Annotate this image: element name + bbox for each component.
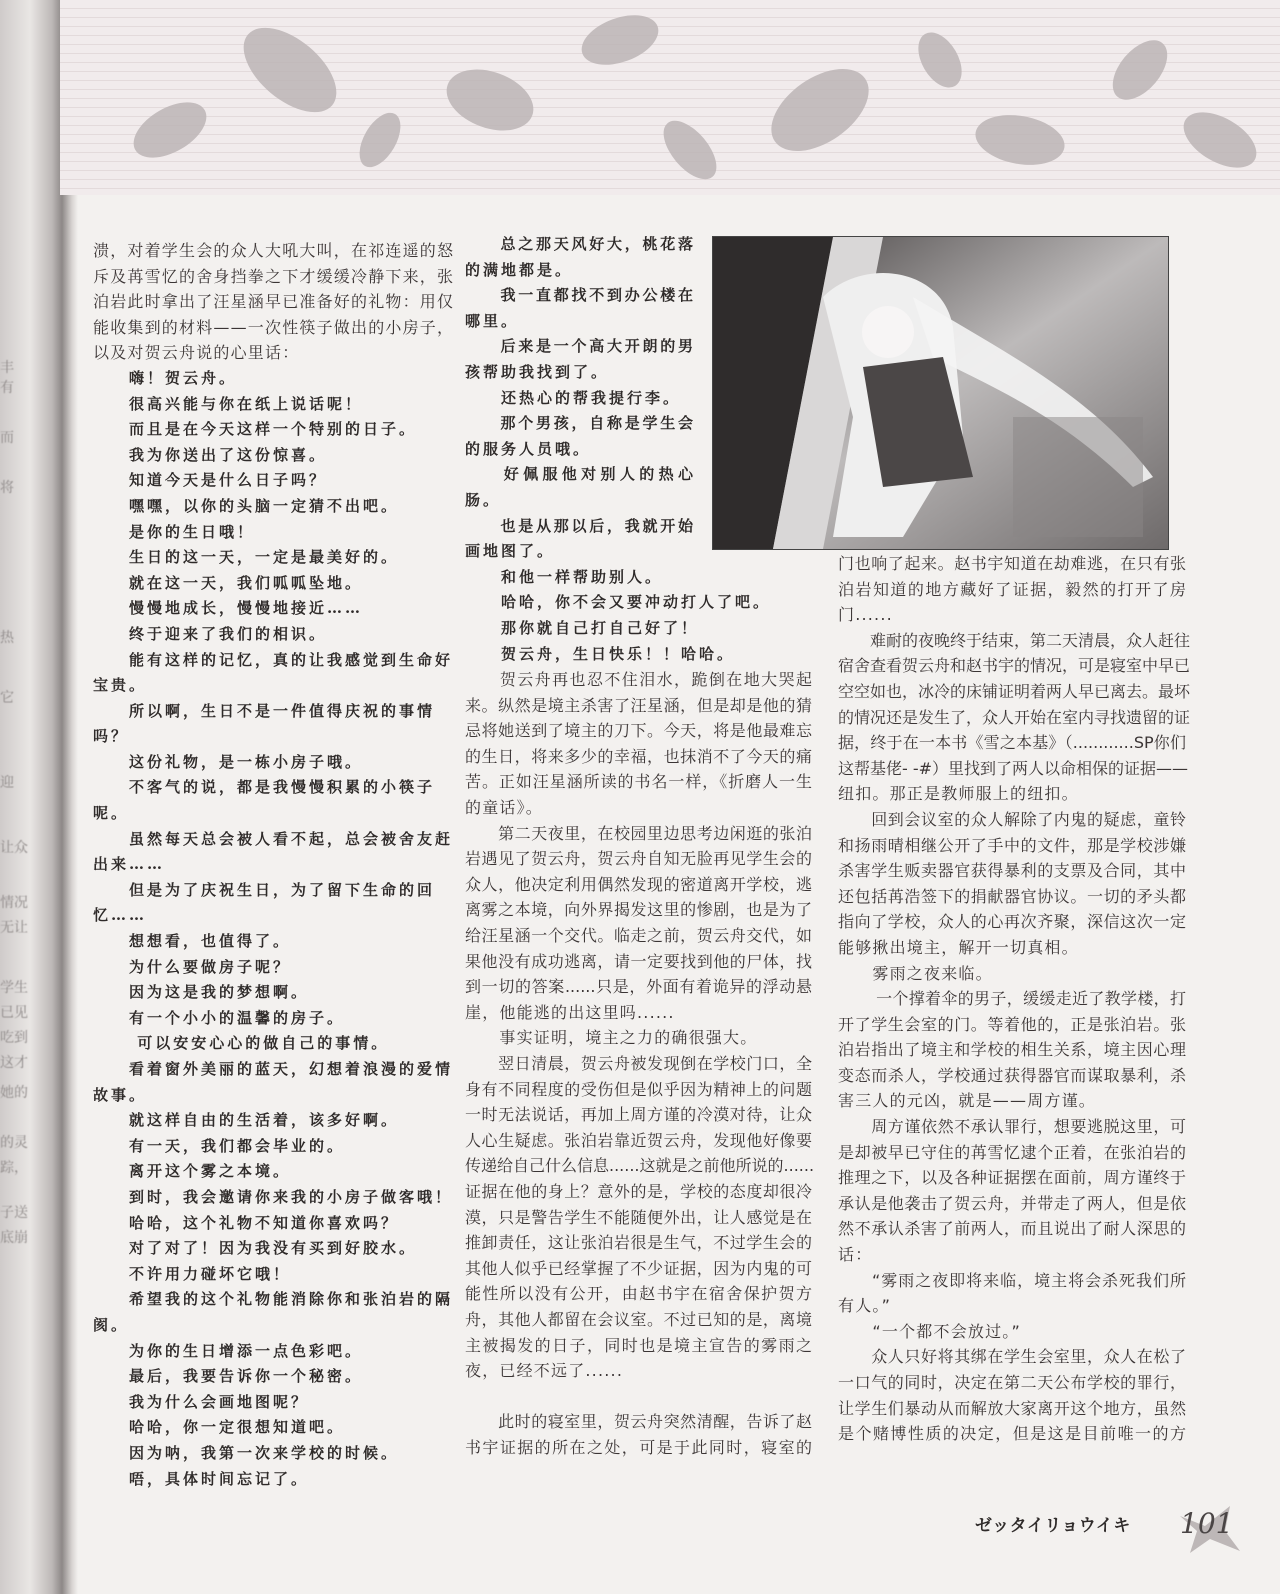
- body-text-line: 其他人似乎已经掌握了不少证据，因为内鬼的可: [465, 1258, 812, 1278]
- body-text-line: 身有不同程度的受伤但是似乎因为精神上的问题: [465, 1079, 812, 1099]
- body-text-line: 难耐的夜晚终于结束，第二天清晨，众人赶往: [838, 630, 1191, 650]
- body-text-line: 推理之下，以及各种证据摆在面前，周方谨终于: [838, 1168, 1186, 1188]
- letter-line: 所以啊，生日不是一件值得庆祝的事情: [93, 701, 436, 720]
- body-text-line: 的情况还是发生了，众人开始在室内寻找遗留的证: [838, 707, 1191, 727]
- letter-line: 但是为了庆祝生日，为了留下生命的回: [93, 880, 436, 899]
- letter-line: 后来是一个高大开朗的男: [465, 337, 693, 356]
- previous-page-text-fragment: 她的: [0, 1085, 28, 1101]
- body-text-line: 泊岩指出了境主和学校的相生关系，境主因心理: [838, 1040, 1186, 1060]
- letter-line: 离开这个雾之本境。: [93, 1162, 292, 1181]
- letter-line: 就这样自由的生活着，该多好啊。: [93, 1111, 400, 1130]
- letter-line: 为什么要做房子呢？: [93, 957, 292, 976]
- previous-page-text-fragment: 有: [0, 380, 14, 396]
- body-text-line: 第二天夜里，在校园里边思考边闲逛的张泊: [465, 823, 812, 843]
- anime-girl-illustration: [712, 236, 1169, 550]
- letter-line: 唔，具体时间忘记了。: [93, 1469, 310, 1488]
- body-text-line: 指向了学校，众人的心再次齐聚，深信这次一定: [838, 912, 1186, 932]
- body-text-line: 主被揭发的日子，同时也是境主宣告的雾雨之: [465, 1335, 812, 1355]
- letter-line: 也是从那以后，我就开始: [465, 516, 693, 535]
- previous-page-text-fragment: 吃到: [0, 1030, 28, 1046]
- page-footer: [975, 1503, 1265, 1553]
- header-petal-banner: [60, 0, 1280, 195]
- letter-line: 为你的生日增添一点色彩吧。: [93, 1341, 364, 1360]
- letter-line: 嘿嘿，以你的头脑一定猜不出吧。: [93, 496, 400, 515]
- body-text-line: 门也响了起来。赵书宇知道在劫难逃，在只有张: [838, 554, 1186, 573]
- body-text-line: 害三人的元凶，就是——周方谨。: [838, 1091, 1097, 1111]
- body-text-line: 传递给自己什么信息......这就是之前他所说的......: [465, 1156, 815, 1176]
- letter-line: 阂。: [93, 1315, 130, 1334]
- body-text-line: 来。纵然是境主杀害了汪星涵，但是却是他的猜: [465, 695, 812, 715]
- letter-line: 可以安安心心的做自己的事情。: [93, 1034, 390, 1053]
- body-text-line: 斥及苒雪忆的舍身挡拳之下才缓缓冷静下来，张: [93, 266, 455, 286]
- previous-page-edge: [0, 230, 40, 1530]
- body-text-line: 泊岩此时拿出了汪星涵早已准备好的礼物：用仅: [93, 292, 455, 312]
- body-text-line: 一口气的同时，决定在第二天公布学校的罪行，: [838, 1373, 1186, 1392]
- previous-page-text-fragment: 丰: [0, 360, 14, 376]
- previous-page-text-fragment: 踪，: [0, 1160, 28, 1176]
- body-text-line: 纽扣。那正是教师服上的纽扣。: [838, 784, 1079, 804]
- illustration-image-icon: [713, 237, 1168, 549]
- previous-page-text-fragment: 情况: [0, 895, 28, 911]
- letter-line: 生日的这一天，一定是最美好的。: [93, 548, 400, 567]
- body-text-line: 雾雨之夜来临。: [838, 963, 993, 983]
- body-text-line: 回到会议室的众人解除了内鬼的疑虑，童铃: [838, 809, 1186, 829]
- body-text-line: 的生日，将来多少的幸福，也抹消不了今天的痛: [465, 746, 812, 766]
- letter-line: 虽然每天总会被人看不起，总会被舍友赶: [93, 829, 454, 848]
- text-column-3: [838, 551, 1191, 1447]
- body-text-line: 证据在他的身上？意外的是，学校的态度却很冷: [465, 1181, 812, 1201]
- body-text-line: 能收集到的材料——一次性筷子做出的小房子，: [93, 317, 455, 337]
- letter-line: 总之那天风好大，桃花落: [465, 235, 693, 253]
- body-text-line: 能性所以没有公开，由赵书宇在宿舍保护贺方: [465, 1284, 812, 1304]
- body-text-line: 以及对贺云舟说的心里话：: [93, 343, 300, 363]
- letter-line: 贺云舟，生日快乐！！哈哈。: [465, 644, 736, 663]
- body-text-line: 人心生疑虑。张泊岩靠近贺云舟，发现他好像要: [465, 1130, 812, 1150]
- body-text-line: 夜，已经不远了......: [465, 1361, 624, 1381]
- letter-line: 吗？: [93, 727, 130, 746]
- letter-line: 终于迎来了我们的相识。: [93, 624, 328, 643]
- letter-line: 嗨！贺云舟。: [93, 368, 238, 387]
- letter-line: 肠。: [465, 490, 502, 509]
- letter-line: 我为什么会画地图呢？: [93, 1392, 310, 1411]
- body-text-line: 舟，其他人都留在会议室。不过已知的是，离境: [465, 1309, 812, 1329]
- letter-line: 那你就自己打自己好了！: [465, 618, 700, 637]
- body-text-line: 周方谨依然不承认罪行，想要逃脱这里，可: [838, 1117, 1186, 1137]
- previous-page-text-fragment: 迎: [0, 775, 14, 791]
- body-text-line: 宿舍查看贺云舟和赵书宇的情况，可是寝室中早已: [838, 656, 1191, 676]
- body-text-line: 是却被早已守住的苒雪忆逮个正着，在张泊岩的: [838, 1142, 1186, 1162]
- letter-line: 我为你送出了这份惊喜。: [93, 445, 328, 464]
- body-text-line: 泊岩知道的地方藏好了证据，毅然的打开了房: [838, 579, 1186, 599]
- letter-line: 那个男孩，自称是学生会: [465, 414, 693, 433]
- body-text-line: 还包括苒浩签下的捐献器官协议。一切的矛头都: [838, 886, 1186, 906]
- letter-line: 想想看，也值得了。: [93, 932, 292, 951]
- body-text-line: 杀害学生贩卖器官获得暴利的支票及合同，其中: [838, 861, 1186, 881]
- body-text-line: “雾雨之夜即将来临，境主将会杀死我们所: [838, 1270, 1186, 1290]
- body-text-line: 是个赌博性质的决定，但是这是目前唯一的方: [838, 1424, 1186, 1444]
- letter-line: 哈哈，你不会又要冲动打人了吧。: [465, 593, 772, 612]
- previous-page-text-fragment: 无让: [0, 920, 28, 936]
- body-text-line: 事实证明，境主之力的确很强大。: [465, 1028, 758, 1048]
- letter-line: 好佩服他对别人的热心: [465, 465, 693, 484]
- letter-line: 哈哈，这个礼物不知道你喜欢吗？: [93, 1213, 400, 1232]
- letter-line: 故事。: [93, 1085, 148, 1104]
- letter-line: 最后，我要告诉你一个秘密。: [93, 1367, 364, 1386]
- letter-line: 慢慢地成长，慢慢地接近……: [93, 599, 364, 618]
- body-text-line: 忌将她送到了境主的刀下。今天，将是他最难忘: [465, 721, 812, 741]
- body-text-line: 苦。正如汪星涵所读的书名一样，《折磨人一生: [465, 772, 812, 792]
- letter-line: 不客气的说，都是我慢慢积累的小筷子: [93, 778, 436, 797]
- letter-line: 出来……: [93, 855, 166, 874]
- petals-decoration-icon: [60, 0, 1280, 195]
- body-text-line: 门......: [838, 605, 893, 625]
- previous-page-text-fragment: 它: [0, 690, 14, 706]
- body-text-line: 有人。”: [838, 1296, 892, 1316]
- previous-page-text-fragment: 而: [0, 430, 14, 446]
- letter-line: 不许用力碰坏它哦！: [93, 1264, 292, 1283]
- body-text-line: 崖，他能逃的出这里吗......: [465, 1002, 675, 1022]
- body-text-line: 变态而杀人，学校通过获得器官而谋取暴利，杀: [838, 1065, 1186, 1085]
- body-text-line: “一个都不会放过。”: [838, 1321, 1021, 1341]
- previous-page-text-fragment: 热: [0, 630, 14, 646]
- magazine-brand: ゼッタイリョウイキ: [975, 1516, 1131, 1536]
- body-text-line: 给汪星涵一个交代。临走之前，贺云舟交代，如: [465, 926, 812, 946]
- body-text-line: 然不承认杀害了前两人，而且说出了耐人深思的: [838, 1219, 1186, 1239]
- body-text-line: 众人，他决定利用偶然发现的密道离开学校，逃: [465, 874, 812, 894]
- previous-page-text-fragment: 底崩: [0, 1230, 28, 1246]
- letter-line: 就在这一天，我们呱呱坠地。: [93, 573, 364, 592]
- body-text-line: 此时的寝室里，贺云舟突然清醒，告诉了赵: [465, 1412, 812, 1432]
- body-text-line: 离雾之本境，向外界揭发这里的惨剧，也是为了: [465, 900, 812, 920]
- previous-page-text-fragment: 学生: [0, 980, 28, 996]
- letter-line: 因为这是我的梦想啊。: [93, 983, 310, 1002]
- body-text-line: 承认是他袭击了贺云舟，并带走了两人，但是依: [838, 1193, 1186, 1213]
- previous-page-text-fragment: 已见: [0, 1005, 28, 1021]
- letter-line: 和他一样帮助别人。: [465, 567, 664, 586]
- letter-line: 宝贵。: [93, 676, 148, 695]
- text-column-1: [93, 238, 455, 1492]
- page-number: 101: [1180, 1507, 1234, 1540]
- letter-line: 呢。: [93, 804, 130, 823]
- body-text-line: 话：: [838, 1245, 873, 1265]
- body-text-line: 书宇证据的所在之处，可是于此同时，寝室的: [465, 1437, 812, 1457]
- previous-page-text-fragment: 这才: [0, 1055, 28, 1071]
- body-text-line: 推卸责任，这让张泊岩很是生气，不过学生会的: [465, 1233, 812, 1253]
- previous-page-text-fragment: 让众: [0, 840, 28, 856]
- body-text-line: 一时无法说话，再加上周方谨的冷漠对待，让众: [465, 1105, 812, 1125]
- body-text-line: 翌日清晨，贺云舟被发现倒在学校门口，全: [465, 1054, 812, 1073]
- letter-line: 的满地都是。: [465, 260, 574, 279]
- letter-line: 而且是在今天这样一个特别的日子。: [93, 420, 418, 439]
- body-text-line: 的童话》。: [465, 798, 544, 818]
- letter-line: 还热心的帮我提行李。: [465, 388, 682, 407]
- letter-line: 知道今天是什么日子吗？: [93, 471, 328, 490]
- letter-line: 忆……: [93, 906, 148, 925]
- letter-line: 孩帮助我找到了。: [465, 362, 610, 381]
- letter-line: 是你的生日哦！: [93, 522, 256, 541]
- body-text-line: 贺云舟再也忍不住泪水，跪倒在地大哭起: [465, 670, 812, 690]
- body-text-line: 空空如也，冰冷的床铺证明着两人早已离去。最坏: [838, 681, 1191, 701]
- letter-line: 我一直都找不到办公楼在: [465, 286, 693, 305]
- letter-line: 的服务人员哦。: [465, 439, 592, 458]
- body-text-line: 一个撑着伞的男子，缓缓走近了教学楼，打: [838, 989, 1186, 1009]
- letter-line: 画地图了。: [465, 542, 556, 561]
- body-text-line: 和扬雨晴相继公开了手中的文件，那是学校涉嫌: [838, 835, 1186, 855]
- body-text-line: [465, 1384, 812, 1410]
- letter-line: 很高兴能与你在纸上说话呢！: [93, 394, 364, 413]
- body-text-line: 众人只好将其绑在学生会室里，众人在松了: [838, 1347, 1186, 1367]
- body-text-line: 据，终于在一本书《雪之本基》（............SP你们: [838, 733, 1186, 753]
- body-text-line: 漠，只是警告学生不能随便外出，让人感觉是在: [465, 1207, 812, 1227]
- previous-page-text-fragment: 子送: [0, 1205, 28, 1221]
- letter-line: 有一个小小的温馨的房子。: [93, 1008, 346, 1027]
- body-text-line: 让学生们暴动从而解放大家离开这个地方，虽然: [838, 1398, 1186, 1418]
- letter-line: 对了对了！因为我没有买到好胶水。: [93, 1239, 418, 1258]
- previous-page-text-fragment: 的灵: [0, 1135, 28, 1151]
- body-text-line: 到一切的答案......只是，外面有着诡异的浮动悬: [465, 977, 812, 997]
- letter-line: 能有这样的记忆，真的让我感觉到生命好: [93, 650, 454, 669]
- previous-page-text-fragment: 将: [0, 480, 14, 496]
- body-text-line: 能够揪出境主，解开一切真相。: [838, 937, 1079, 957]
- body-text-line: 果他没有成功逃离，请一定要找到他的尸体，找: [465, 951, 812, 971]
- letter-line: 因为呐，我第一次来学校的时候。: [93, 1443, 400, 1462]
- letter-line: 这份礼物，是一栋小房子哦。: [93, 752, 364, 771]
- letter-line: 哪里。: [465, 311, 520, 330]
- body-text-line: 岩遇见了贺云舟，贺云舟自知无脸再见学生会的: [465, 849, 812, 869]
- letter-line: 哈哈，你一定很想知道吧。: [93, 1418, 346, 1437]
- letter-line: 看着窗外美丽的蓝天，幻想着浪漫的爱情: [93, 1060, 454, 1078]
- body-text-line: 溃，对着学生会的众人大吼大叫，在祁连遥的怒: [93, 241, 455, 260]
- letter-line: 希望我的这个礼物能消除你和张泊岩的隔: [93, 1290, 454, 1309]
- body-text-line: 开了学生会室的门。等着他的，正是张泊岩。张: [838, 1014, 1186, 1034]
- letter-line: 有一天，我们都会毕业的。: [93, 1136, 346, 1155]
- letter-line: 到时，我会邀请你来我的小房子做客哦！: [93, 1187, 454, 1206]
- body-text-line: 这帮基佬- -#）里找到了两人以命相保的证据——: [838, 758, 1189, 778]
